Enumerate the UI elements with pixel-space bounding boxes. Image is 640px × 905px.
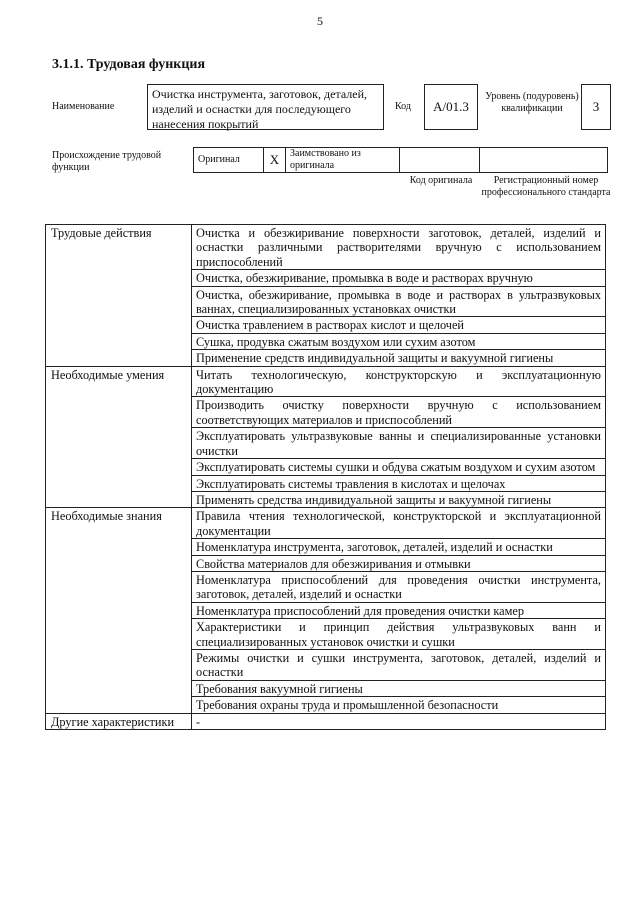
section-title: 3.1.1. Трудовая функция — [52, 57, 206, 72]
knowledge-item: Номенклатура инструмента, заготовок, деталей, изделий и оснастки — [192, 539, 606, 555]
labor-action-item: Очистка и обезжиривание поверхности заготовок, деталей, изделий и оснастки различными растворителями вручную с использованием приспособлений — [192, 225, 606, 270]
function-name-box: Очистка инструмента, заготовок, деталей, изделий и оснастки для последующего нанесения покрытий — [147, 84, 384, 130]
reg-number-caption: Регистрационный номер профессионального стандарта — [481, 175, 611, 198]
skill-item: Эксплуатировать ультразвуковые ванны и специализированные установки очистки — [192, 428, 606, 459]
skill-item: Производить очистку поверхности вручную с использованием соответствующих материалов и приспособлений — [192, 397, 606, 428]
skill-item: Эксплуатировать системы травления в кислотах и щелочах — [192, 475, 606, 491]
name-label: Наименование — [52, 101, 115, 112]
code-label: Код — [395, 101, 411, 112]
knowledge-item: Требования вакуумной гигиены — [192, 680, 606, 696]
origin-label: Происхождение трудовой функции — [52, 150, 162, 173]
skill-item: Читать технологическую, конструкторскую и эксплуатационную документацию — [192, 366, 606, 397]
knowledge-item: Характеристики и принцип действия ультразвуковых ванн и специализированных установок очистки и сушки — [192, 619, 606, 650]
knowledge-item: Номенклатура приспособлений для проведения очистки инструмента, заготовок, деталей, изделий и оснастки — [192, 571, 606, 602]
skills-label: Необходимые умения — [46, 366, 192, 508]
page-number: 5 — [317, 14, 323, 28]
labor-action-item: Очистка, обезжиривание, промывка в воде и растворах в ультразвуковых ваннах, специализированных установках очистки — [192, 286, 606, 317]
original-code-caption: Код оригинала — [409, 175, 473, 186]
knowledge-item: Правила чтения технологической, конструкторской и эксплуатационной документации — [192, 508, 606, 539]
other-characteristics-value: - — [192, 713, 606, 729]
origin-table — [193, 147, 608, 173]
function-details-table — [45, 224, 606, 730]
knowledge-item: Свойства материалов для обезжиривания и отмывки — [192, 555, 606, 571]
knowledge-item: Номенклатура приспособлений для проведения очистки камер — [192, 602, 606, 618]
labor-action-item: Применение средств индивидуальной защиты и вакуумной гигиены — [192, 350, 606, 366]
labor-actions-label: Трудовые действия — [46, 225, 192, 367]
skill-item: Эксплуатировать системы сушки и обдува сжатым воздухом и сухим азотом — [192, 459, 606, 475]
function-code-box: А/01.3 — [424, 84, 478, 130]
labor-action-item: Очистка, обезжиривание, промывка в воде и растворах вручную — [192, 270, 606, 286]
knowledge-item: Режимы очистки и сушки инструмента, заготовок, деталей, изделий и оснастки — [192, 649, 606, 680]
knowledge-item: Требования охраны труда и промышленной безопасности — [192, 697, 606, 713]
borrowed-label: Заимствовано из оригинала — [286, 148, 400, 173]
other-characteristics-label: Другие характеристики — [46, 713, 192, 729]
qualification-level-box: 3 — [581, 84, 611, 130]
skill-item: Применять средства индивидуальной защиты и вакуумной гигиены — [192, 491, 606, 507]
original-label: Оригинал — [194, 148, 264, 173]
original-mark: X — [264, 148, 286, 173]
knowledge-label: Необходимые знания — [46, 508, 192, 713]
labor-action-item: Очистка травлением в растворах кислот и щелочей — [192, 317, 606, 333]
original-code-cell — [400, 148, 480, 173]
labor-action-item: Сушка, продувка сжатым воздухом или сухим азотом — [192, 333, 606, 349]
reg-number-cell — [480, 148, 608, 173]
level-label: Уровень (подуровень) квалификации — [485, 91, 579, 114]
